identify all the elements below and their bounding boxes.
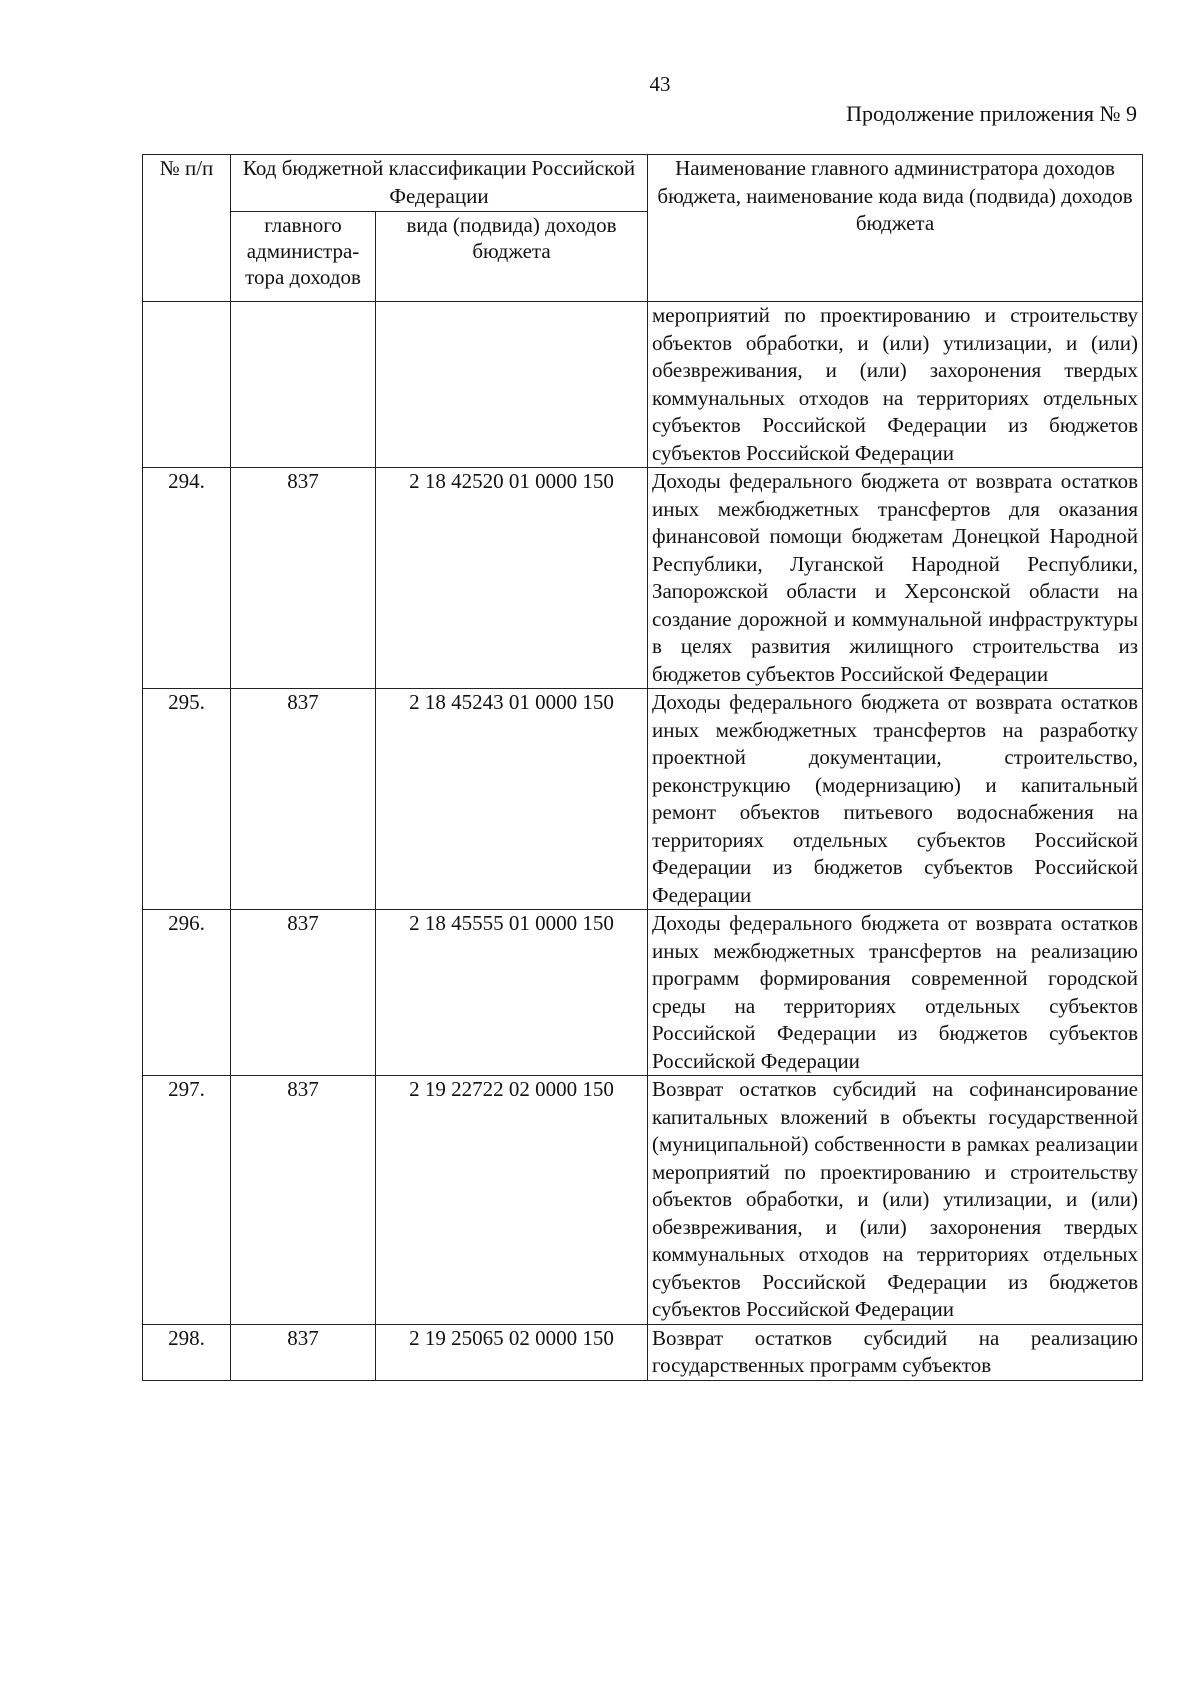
budget-classification-table — [142, 154, 1143, 1381]
table-row — [143, 1324, 1143, 1380]
row-number: 295. — [143, 689, 231, 910]
header-kind: вида (подвида) доходов бюджета — [376, 212, 648, 302]
row-kind-code: 2 18 42520 01 0000 150 — [376, 468, 648, 689]
header-name: Наименование главного администратора доходов бюджета, наименование кода вида (подвида) доходов бюджета — [648, 155, 1143, 302]
row-admin-code: 837 — [231, 1076, 376, 1325]
row-admin-code: 837 — [231, 910, 376, 1076]
row-description: Доходы федерального бюджета от возврата остатков иных межбюджетных трансфертов на разработку проектной документации, строительство, реконструкцию (модернизацию) и капитальный ремонт объектов питьевого водоснабжения на территориях отдельных субъектов Российской Федерации из бюджетов субъектов Российской Федерации — [648, 689, 1143, 910]
row-number: 294. — [143, 468, 231, 689]
row-description: Возврат остатков субсидий на реализацию государственных программ субъектов — [648, 1324, 1143, 1380]
row-number: 297. — [143, 1076, 231, 1325]
row-admin-code: 837 — [231, 1324, 376, 1380]
header-code-group: Код бюджетной классификации Российской Федерации — [231, 155, 648, 212]
row-description: Доходы федерального бюджета от возврата остатков иных межбюджетных трансфертов на реализацию программ формирования современной городской среды на территориях отдельных субъектов Российской Федерации из бюджетов субъектов Российской Федерации — [648, 910, 1143, 1076]
row-description: Доходы федерального бюджета от возврата остатков иных межбюджетных трансфертов для оказания финансовой помощи бюджетам Донецкой Народной Республики, Луганской Народной Республики, Запорожской области и Херсонской области на создание дорожной и коммунальной инфраструктуры в целях развития жилищного строительства из бюджетов субъектов Российской Федерации — [648, 468, 1143, 689]
row-admin-code — [231, 302, 376, 468]
table-row — [143, 1076, 1143, 1325]
row-number — [143, 302, 231, 468]
page-number: 43 — [649, 72, 671, 96]
row-kind-code: 2 19 25065 02 0000 150 — [376, 1324, 648, 1380]
row-number: 298. — [143, 1324, 231, 1380]
table-row — [143, 689, 1143, 910]
row-kind-code: 2 18 45243 01 0000 150 — [376, 689, 648, 910]
table-row — [143, 302, 1143, 468]
row-kind-code: 2 18 45555 01 0000 150 — [376, 910, 648, 1076]
row-number: 296. — [143, 910, 231, 1076]
header-number: № п/п — [143, 155, 231, 302]
row-kind-code — [376, 302, 648, 468]
table-row — [143, 468, 1143, 689]
table-row — [143, 910, 1143, 1076]
row-admin-code: 837 — [231, 468, 376, 689]
row-description: Возврат остатков субсидий на софинансирование капитальных вложений в объекты государственной (муниципальной) собственности в рамках реализации мероприятий по проектированию и строительству объектов обработки, и (или) утилизации, и (или) обезвреживания, и (или) захоронения твердых коммунальных отходов на территориях отдельных субъектов Российской Федерации из бюджетов субъектов Российской Федерации — [648, 1076, 1143, 1325]
row-admin-code: 837 — [231, 689, 376, 910]
row-description: мероприятий по проектированию и строительству объектов обработки, и (или) утилизации, и (или) обезвреживания, и (или) захоронения твердых коммунальных отходов на территориях отдельных субъектов Российской Федерации из бюджетов субъектов Российской Федерации — [648, 302, 1143, 468]
row-kind-code: 2 19 22722 02 0000 150 — [376, 1076, 648, 1325]
continuation-title: Продолжение приложения № 9 — [846, 101, 1137, 126]
header-admin: главного администра-тора доходов — [231, 212, 376, 302]
